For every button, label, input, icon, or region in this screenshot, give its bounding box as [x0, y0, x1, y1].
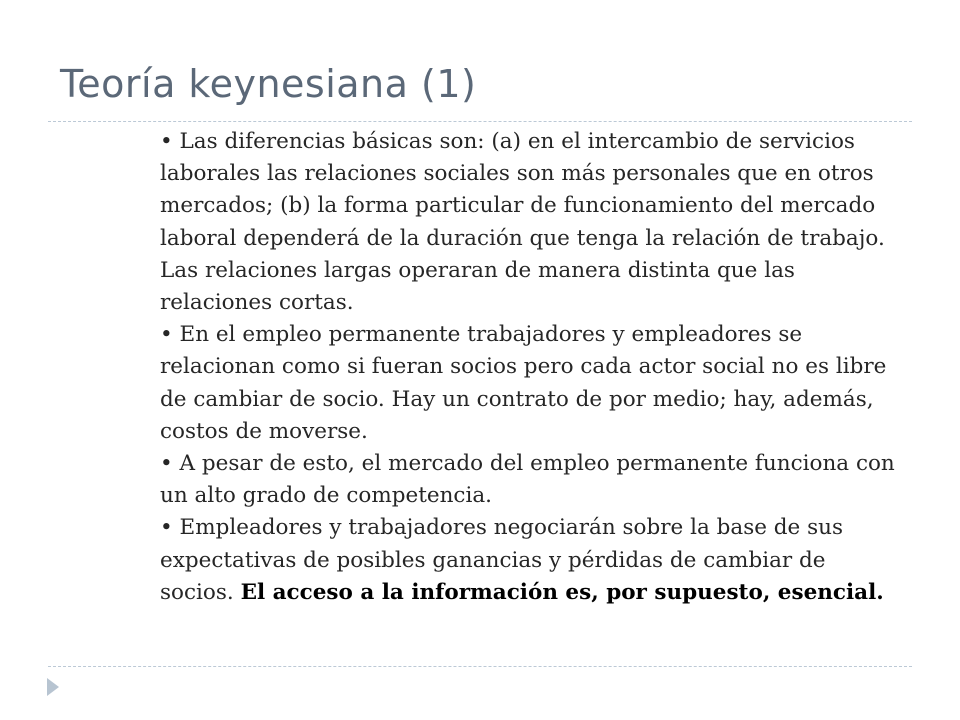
title-divider: [48, 121, 912, 122]
bullet-paragraph-4: [160, 512, 904, 609]
triangle-right-icon: [47, 678, 59, 696]
bullet-glyph: •: [160, 322, 173, 348]
footer-divider: [48, 666, 912, 667]
paragraph-text: Empleadores y trabajadores negociarán sobre la base de sus expectativas de posibles ganancias y pérdidas de cambiar de socios.: [160, 515, 844, 605]
slide-title: Teoría keynesiana (1): [60, 62, 477, 106]
paragraph-bold-text: El acceso a la información es, por supuesto, esencial.: [240, 579, 884, 605]
slide-body: [160, 126, 904, 609]
bullet-paragraph-2: [160, 319, 904, 448]
bullet-glyph: •: [160, 451, 173, 477]
bullet-paragraph-1: [160, 126, 904, 319]
bullet-paragraph-3: [160, 448, 904, 512]
paragraph-text: Las diferencias básicas son: (a) en el intercambio de servicios laborales las relaciones sociales son más personales que en otros mercados; (b) la forma particular de funcionamiento del mercado laboral dependerá de la duración que tenga la relación de trabajo. Las relaciones largas operaran de manera distinta que las relaciones cortas.: [160, 129, 885, 316]
paragraph-text: En el empleo permanente trabajadores y empleadores se relacionan como si fueran socios pero cada actor social no es libre de cambiar de socio. Hay un contrato de por medio; hay, además, costos de moverse.: [160, 322, 887, 444]
bullet-glyph: •: [160, 515, 173, 541]
bullet-glyph: •: [160, 129, 173, 154]
paragraph-text: A pesar de esto, el mercado del empleo permanente funciona con un alto grado de competencia.: [160, 451, 895, 509]
